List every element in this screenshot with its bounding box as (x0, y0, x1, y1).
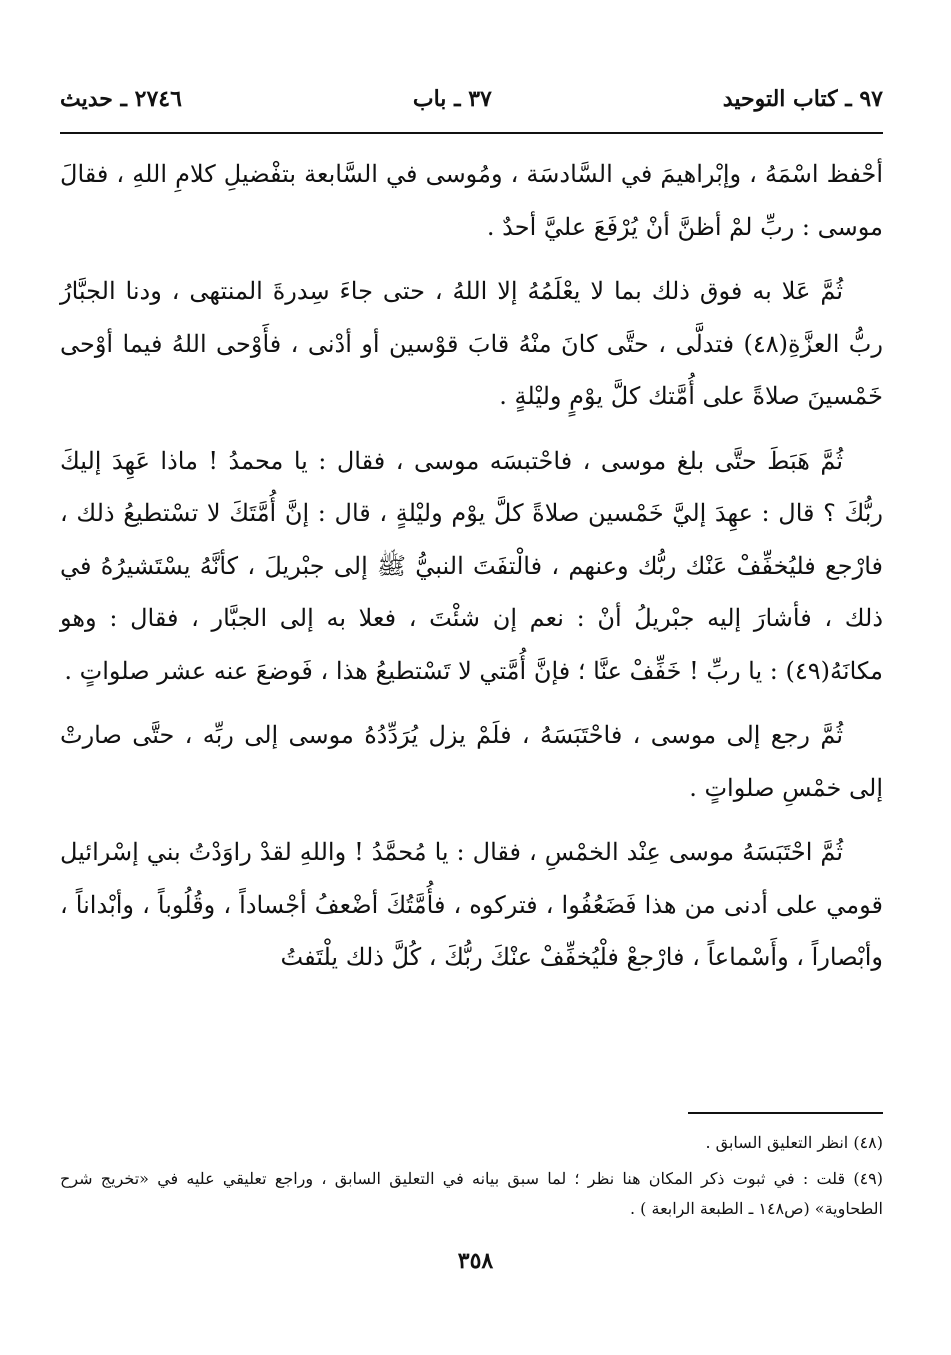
paragraph-1: أحْفظ اسْمَهُ ، وإبْراهيمَ في السَّادسَة ، ومُوسى في السَّابعة بتفْضيلِ كلامِ اللهِ ، فقالَ موسى : ربِّ لمْ أظنَّ أنْ يُرْفَعَ عليَّ أحدٌ . (60, 160, 883, 241)
paragraph-5: ثُمَّ احْتَبَسَهُ موسى عِنْد الخمْسِ ، فقال : يا مُحمَّدُ ! واللهِ لقدْ راوَدْتُ بني إسْرائيل قومي على أدنى من هذا فَضَعُفُوا ، فتركوه ، فأُمَّتُكَ أضْعفُ أجْساداً ، وقُلُوباً ، وأبْداناً ، وأبْصاراً ، وأَسْماعاً ، فارْجعْ فلْيُخفِّفْ عنْكَ ربُّكَ ، كُلَّ ذلك يلْتَفتُ (60, 838, 883, 971)
footnotes (60, 1128, 883, 1230)
main-text (60, 148, 883, 996)
header-hadith-number: ٢٧٤٦ ـ حديث (60, 86, 182, 112)
footnote-49: (٤٩) قلت : في ثبوت ذكر المكان هنا نظر ؛ لما سبق بيانه في التعليق السابق ، وراجع تعليقي عليه في «تخريج شرح الطحاوية» (ص١٤٨ ـ الطبعة الرابعة ) . (60, 1169, 883, 1218)
paragraph-4: ثُمَّ رجع إلى موسى ، فاحْتَبَسَهُ ، فلَمْ يزل يُرَدِّدُهُ موسى إلى ربِّه ، حتَّى صارتْ إلى خمْسِ صلواتٍ . (60, 721, 883, 802)
header-chapter: ٣٧ ـ باب (412, 86, 492, 112)
paragraph-2: ثُمَّ عَلا به فوق ذلك بما لا يعْلَمُهُ إلا اللهُ ، حتى جاءَ سِدرةَ المنتهى ، ودنا الجبَّارُ ربُّ العزَّةِ(٤٨) فتدلَّى ، حتَّى كانَ منْهُ قابَ قوْسين أو أدْنى ، فأَوْحى اللهُ فيما أوْحى خَمْسينَ صلاةً على أُمَّتك كلَّ يوْمٍ وليْلةٍ . (60, 277, 883, 410)
paragraph-3: ثُمَّ هَبَطَ حتَّى بلغ موسى ، فاحْتبسَه موسى ، فقال : يا محمدُ ! ماذا عَهِدَ إليكَ ربُّكَ ؟ قال : عهِدَ إليَّ خَمْسين صلاةً كلَّ يوْم وليْلةٍ ، قال : إنَّ أُمَّتَكَ لا تسْتطيعُ ذلك ، فارْجع فليُخفِّفْ عَنْك ربُّك وعنهم ، فالْتفَتَ النبيُّ ﷺ إلى جبْريلَ ، كأنَّهُ يسْتَشيرُهُ في ذلك ، فأشارَ إليه جبْريلُ أنْ : نعم إن شئْتَ ، فعلا به إلى الجبَّار ، فقال : وهو مكانَهُ(٤٩) : يا ربِّ ! خَفِّفْ عنَّا ؛ فإنَّ أُمَّتي لا تَسْتطيعُ هذا ، فَوضعَ عنه عشر صلواتٍ . (60, 446, 883, 685)
page-header (60, 84, 883, 114)
footnote-divider (688, 1112, 883, 1114)
page-number: ٣٥٨ (457, 1248, 494, 1274)
header-divider (60, 132, 883, 134)
header-book-title: ٩٧ ـ كتاب التوحيد (722, 86, 883, 112)
footnote-48: (٤٨) انظر التعليق السابق . (705, 1133, 883, 1152)
